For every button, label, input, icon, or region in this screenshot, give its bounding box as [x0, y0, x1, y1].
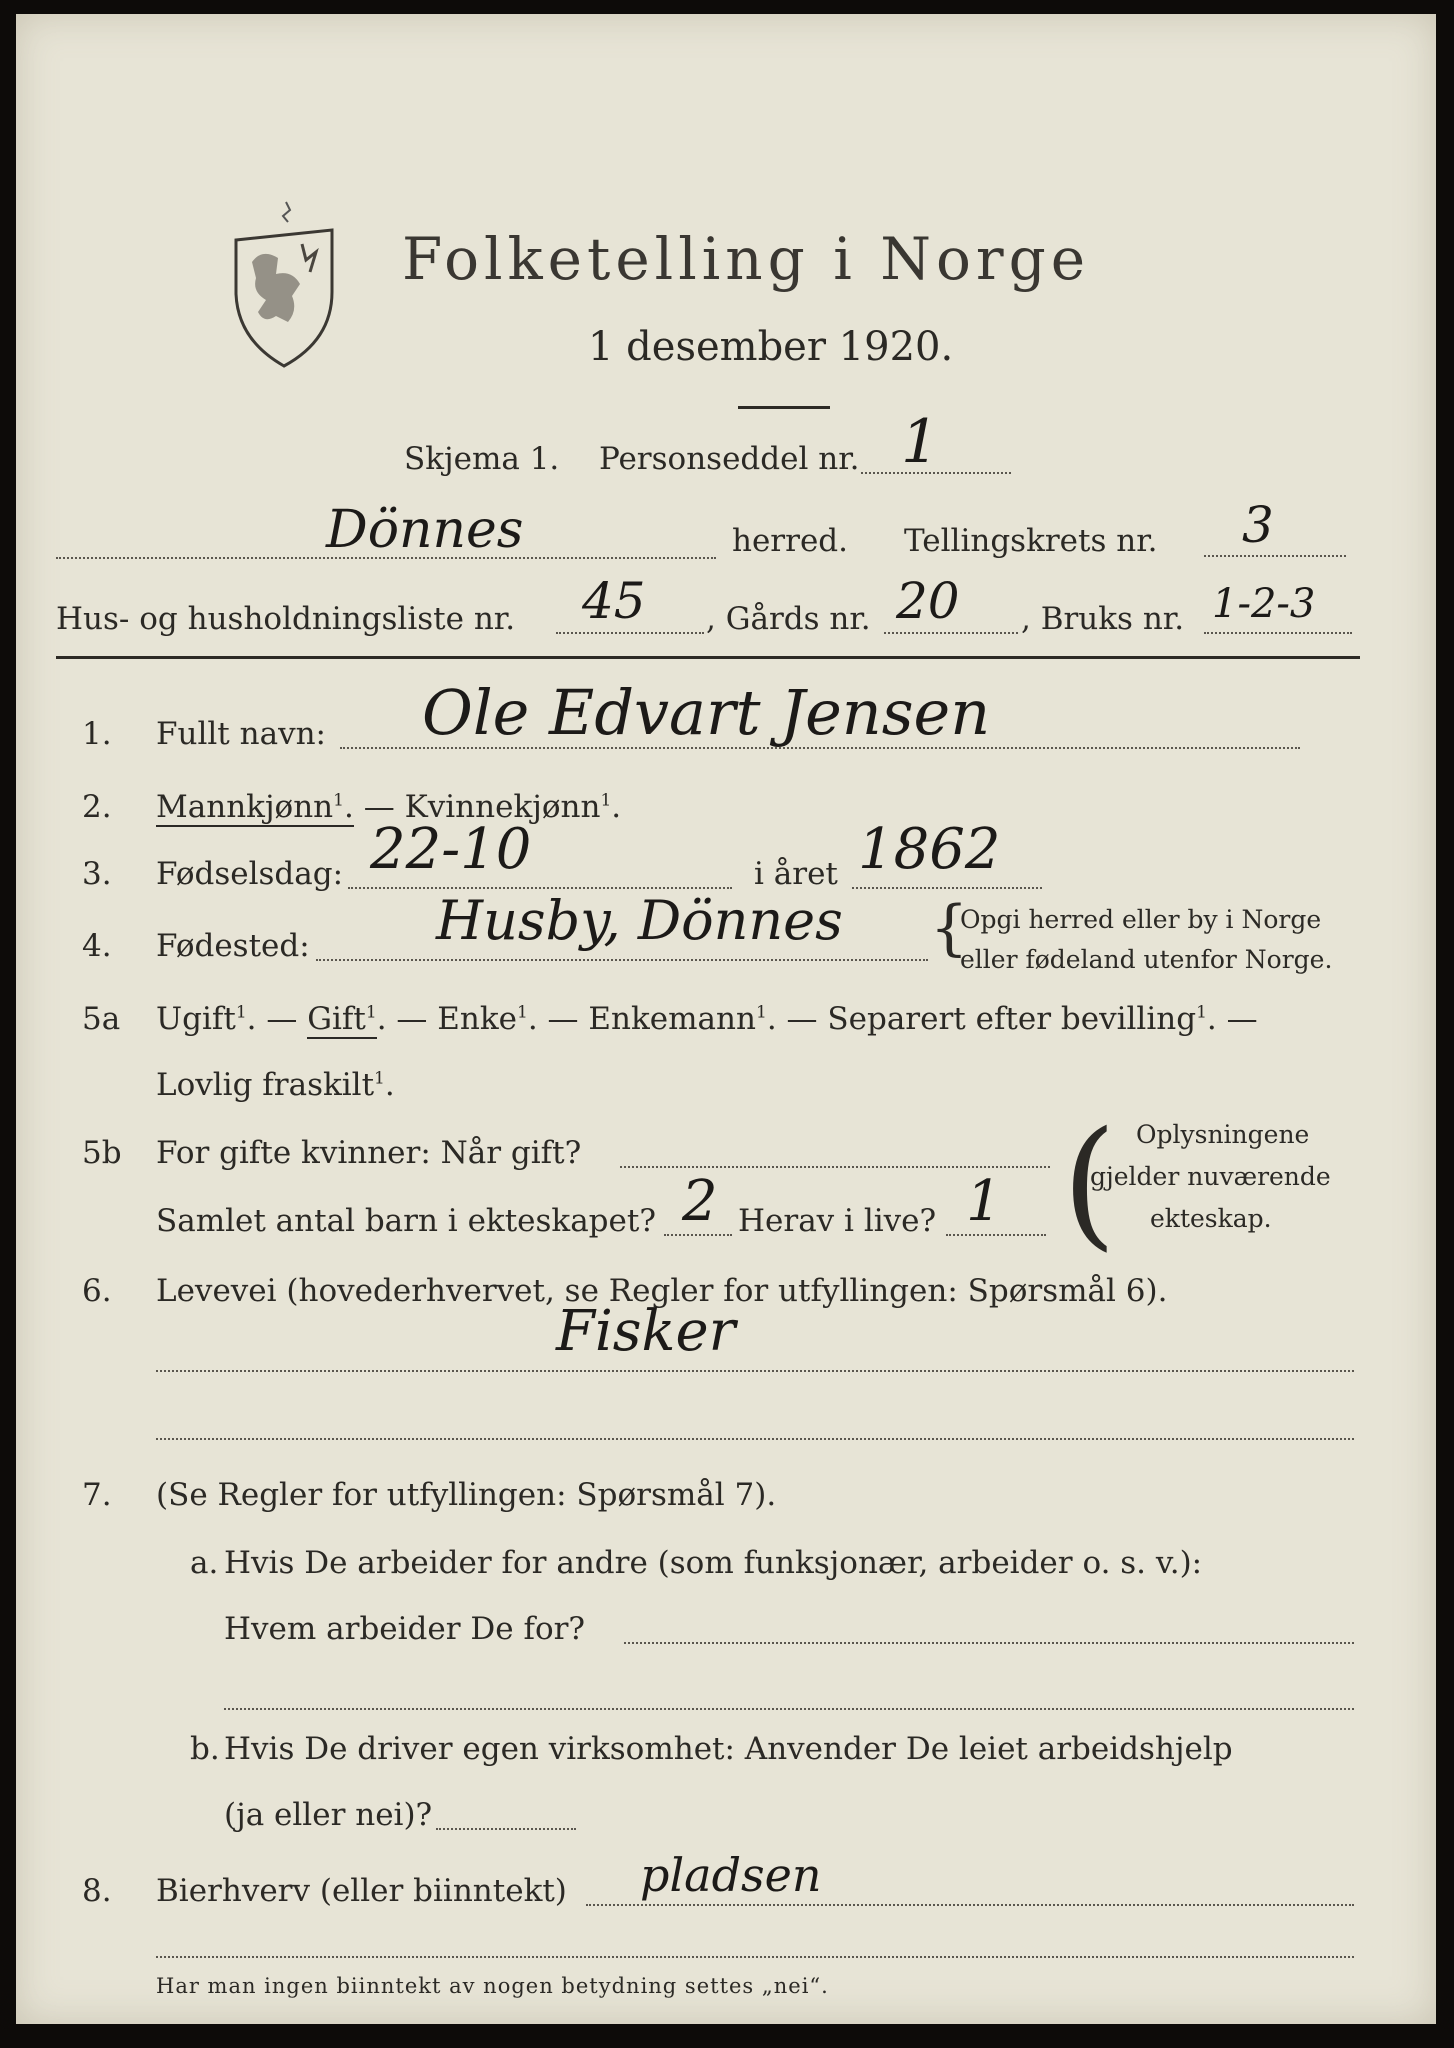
q4-label: Fødested: — [156, 928, 310, 964]
year-label: i året — [754, 856, 838, 892]
enke-option[interactable]: Enke$^1$. — [437, 1001, 538, 1037]
q5b-note-line3: ekteskap. — [1150, 1204, 1272, 1233]
hus-value: 45 — [582, 572, 646, 630]
q4-note-line2: eller fødeland utenfor Norge. — [960, 945, 1333, 974]
gaards-label: , Gårds nr. — [706, 601, 871, 637]
birthdate-value: 22-10 — [370, 817, 532, 882]
gaards-value: 20 — [896, 572, 960, 630]
skjema-label: Skjema 1. — [404, 441, 560, 477]
gaards-field-line[interactable] — [884, 632, 1018, 634]
q3-number: 3. — [82, 856, 112, 892]
header-separator — [56, 656, 1360, 659]
footer-note: Har man ingen biinntekt av nogen betydning settes „nei“. — [156, 1974, 829, 1998]
bruks-value: 1-2-3 — [1212, 581, 1316, 627]
children-value: 2 — [682, 1169, 718, 1234]
q7-number: 7. — [82, 1477, 112, 1513]
q8-label: Bierhverv (eller biinntekt) — [156, 1873, 567, 1909]
q5a-options-line2 — [156, 1067, 395, 1103]
q5b-number: 5b — [82, 1135, 122, 1171]
mannkjonn-option[interactable]: Mannkjønn$^1$. — [156, 789, 354, 825]
census-form-sheet — [16, 14, 1436, 2024]
form-title: Folketelling i Norge — [402, 225, 1091, 293]
bruks-label: , Bruks nr. — [1021, 601, 1185, 637]
birthplace-value: Husby, Dönnes — [436, 889, 843, 952]
employer-field-line-1[interactable] — [624, 1642, 1354, 1644]
q1-number: 1. — [82, 716, 112, 752]
birthyear-value: 1862 — [858, 817, 1001, 882]
herred-value: Dönnes — [326, 500, 524, 560]
employer-field-line-2[interactable] — [224, 1708, 1354, 1710]
side-income-value: pladsen — [640, 1848, 822, 1902]
q5b-note-brace: ( — [1062, 1102, 1117, 1265]
form-date: 1 desember 1920. — [588, 324, 954, 370]
birthplace-field-line[interactable] — [316, 959, 928, 961]
q4-number: 4. — [82, 928, 112, 964]
norwegian-coat-of-arms-icon — [228, 200, 340, 370]
q4-note-line1: Opgi herred eller by i Norge — [960, 905, 1322, 934]
q2-number: 2. — [82, 789, 112, 825]
herred-label: herred. — [732, 523, 848, 559]
q5b-note-line1: Oplysningene — [1136, 1120, 1310, 1149]
children-field-line[interactable] — [664, 1234, 732, 1236]
tellingskrets-value: 3 — [1242, 496, 1274, 554]
herav-label: Herav i live? — [738, 1203, 937, 1239]
q5a-number: 5a — [82, 1001, 121, 1037]
q4-note-brace: { — [930, 893, 969, 963]
lovlig-fraskilt-option[interactable]: Lovlig fraskilt$^1$. — [156, 1067, 395, 1103]
footer-separator — [156, 1956, 1354, 1958]
q6-number: 6. — [82, 1273, 112, 1309]
q7b-question: (ja eller nei)? — [224, 1797, 433, 1833]
alive-value: 1 — [966, 1169, 1002, 1234]
full-name-value: Ole Edvart Jensen — [422, 676, 991, 749]
q5b-label1: For gifte kvinner: Når gift? — [156, 1135, 582, 1171]
q5b-label2: Samlet antal barn i ekteskapet? — [156, 1203, 656, 1239]
q7a-label: Hvis De arbeider for andre (som funksjonær, arbeider o. s. v.): — [224, 1545, 1203, 1581]
alive-field-line[interactable] — [946, 1234, 1046, 1236]
occupation-field-line-1[interactable] — [156, 1370, 1354, 1372]
birthyear-field-line[interactable] — [852, 887, 1042, 889]
q7b-label: Hvis De driver egen virksomhet: Anvender De leiet arbeidshjelp — [224, 1731, 1233, 1767]
q7a-question: Hvem arbeider De for? — [224, 1611, 586, 1647]
personseddel-value: 1 — [901, 407, 940, 477]
gift-option[interactable]: Gift$^1$ — [307, 1001, 377, 1037]
enkemann-option[interactable]: Enkemann$^1$. — [588, 1001, 777, 1037]
hired-help-field-line[interactable] — [436, 1828, 576, 1830]
q5b-note-line2: gjelder nuværende — [1090, 1162, 1331, 1191]
occupation-field-line-2[interactable] — [156, 1438, 1354, 1440]
personseddel-label: Personseddel nr. — [599, 441, 860, 477]
q7b-letter: b. — [190, 1731, 220, 1767]
tellingskrets-label: Tellingskrets nr. — [904, 523, 1158, 559]
hus-field-line[interactable] — [556, 632, 704, 634]
q6-label: Levevei (hovederhvervet, se Regler for utfyllingen: Spørsmål 6). — [156, 1273, 1168, 1309]
q2-options: Mannkjønn$^1$. — Kvinnekjønn$^1$. — [156, 789, 622, 825]
q7a-letter: a. — [190, 1545, 219, 1581]
tellingskrets-field-line[interactable] — [1204, 555, 1346, 557]
q3-label: Fødselsdag: — [156, 856, 344, 892]
q7-label: (Se Regler for utfyllingen: Spørsmål 7). — [156, 1477, 777, 1513]
q5a-options: Ugift$^1$. — Gift$^1$. — Enke$^1$. — Enkemann$^1$. — Separert efter bevilling$^1$. — — [156, 1001, 1258, 1037]
occupation-value: Fisker — [556, 1299, 736, 1364]
married-date-field-line[interactable] — [620, 1166, 1050, 1168]
q1-label: Fullt navn: — [156, 716, 326, 752]
title-divider — [738, 406, 830, 409]
hus-label: Hus- og husholdningsliste nr. — [56, 601, 516, 637]
q8-number: 8. — [82, 1873, 112, 1909]
side-income-field-line[interactable] — [586, 1904, 1354, 1906]
separert-option[interactable]: Separert efter bevilling$^1$. — [827, 1001, 1217, 1037]
ugift-option[interactable]: Ugift$^1$. — [156, 1001, 257, 1037]
bruks-field-line[interactable] — [1204, 632, 1352, 634]
kvinnekjonn-option[interactable]: Kvinnekjønn$^1$. — [404, 789, 622, 825]
